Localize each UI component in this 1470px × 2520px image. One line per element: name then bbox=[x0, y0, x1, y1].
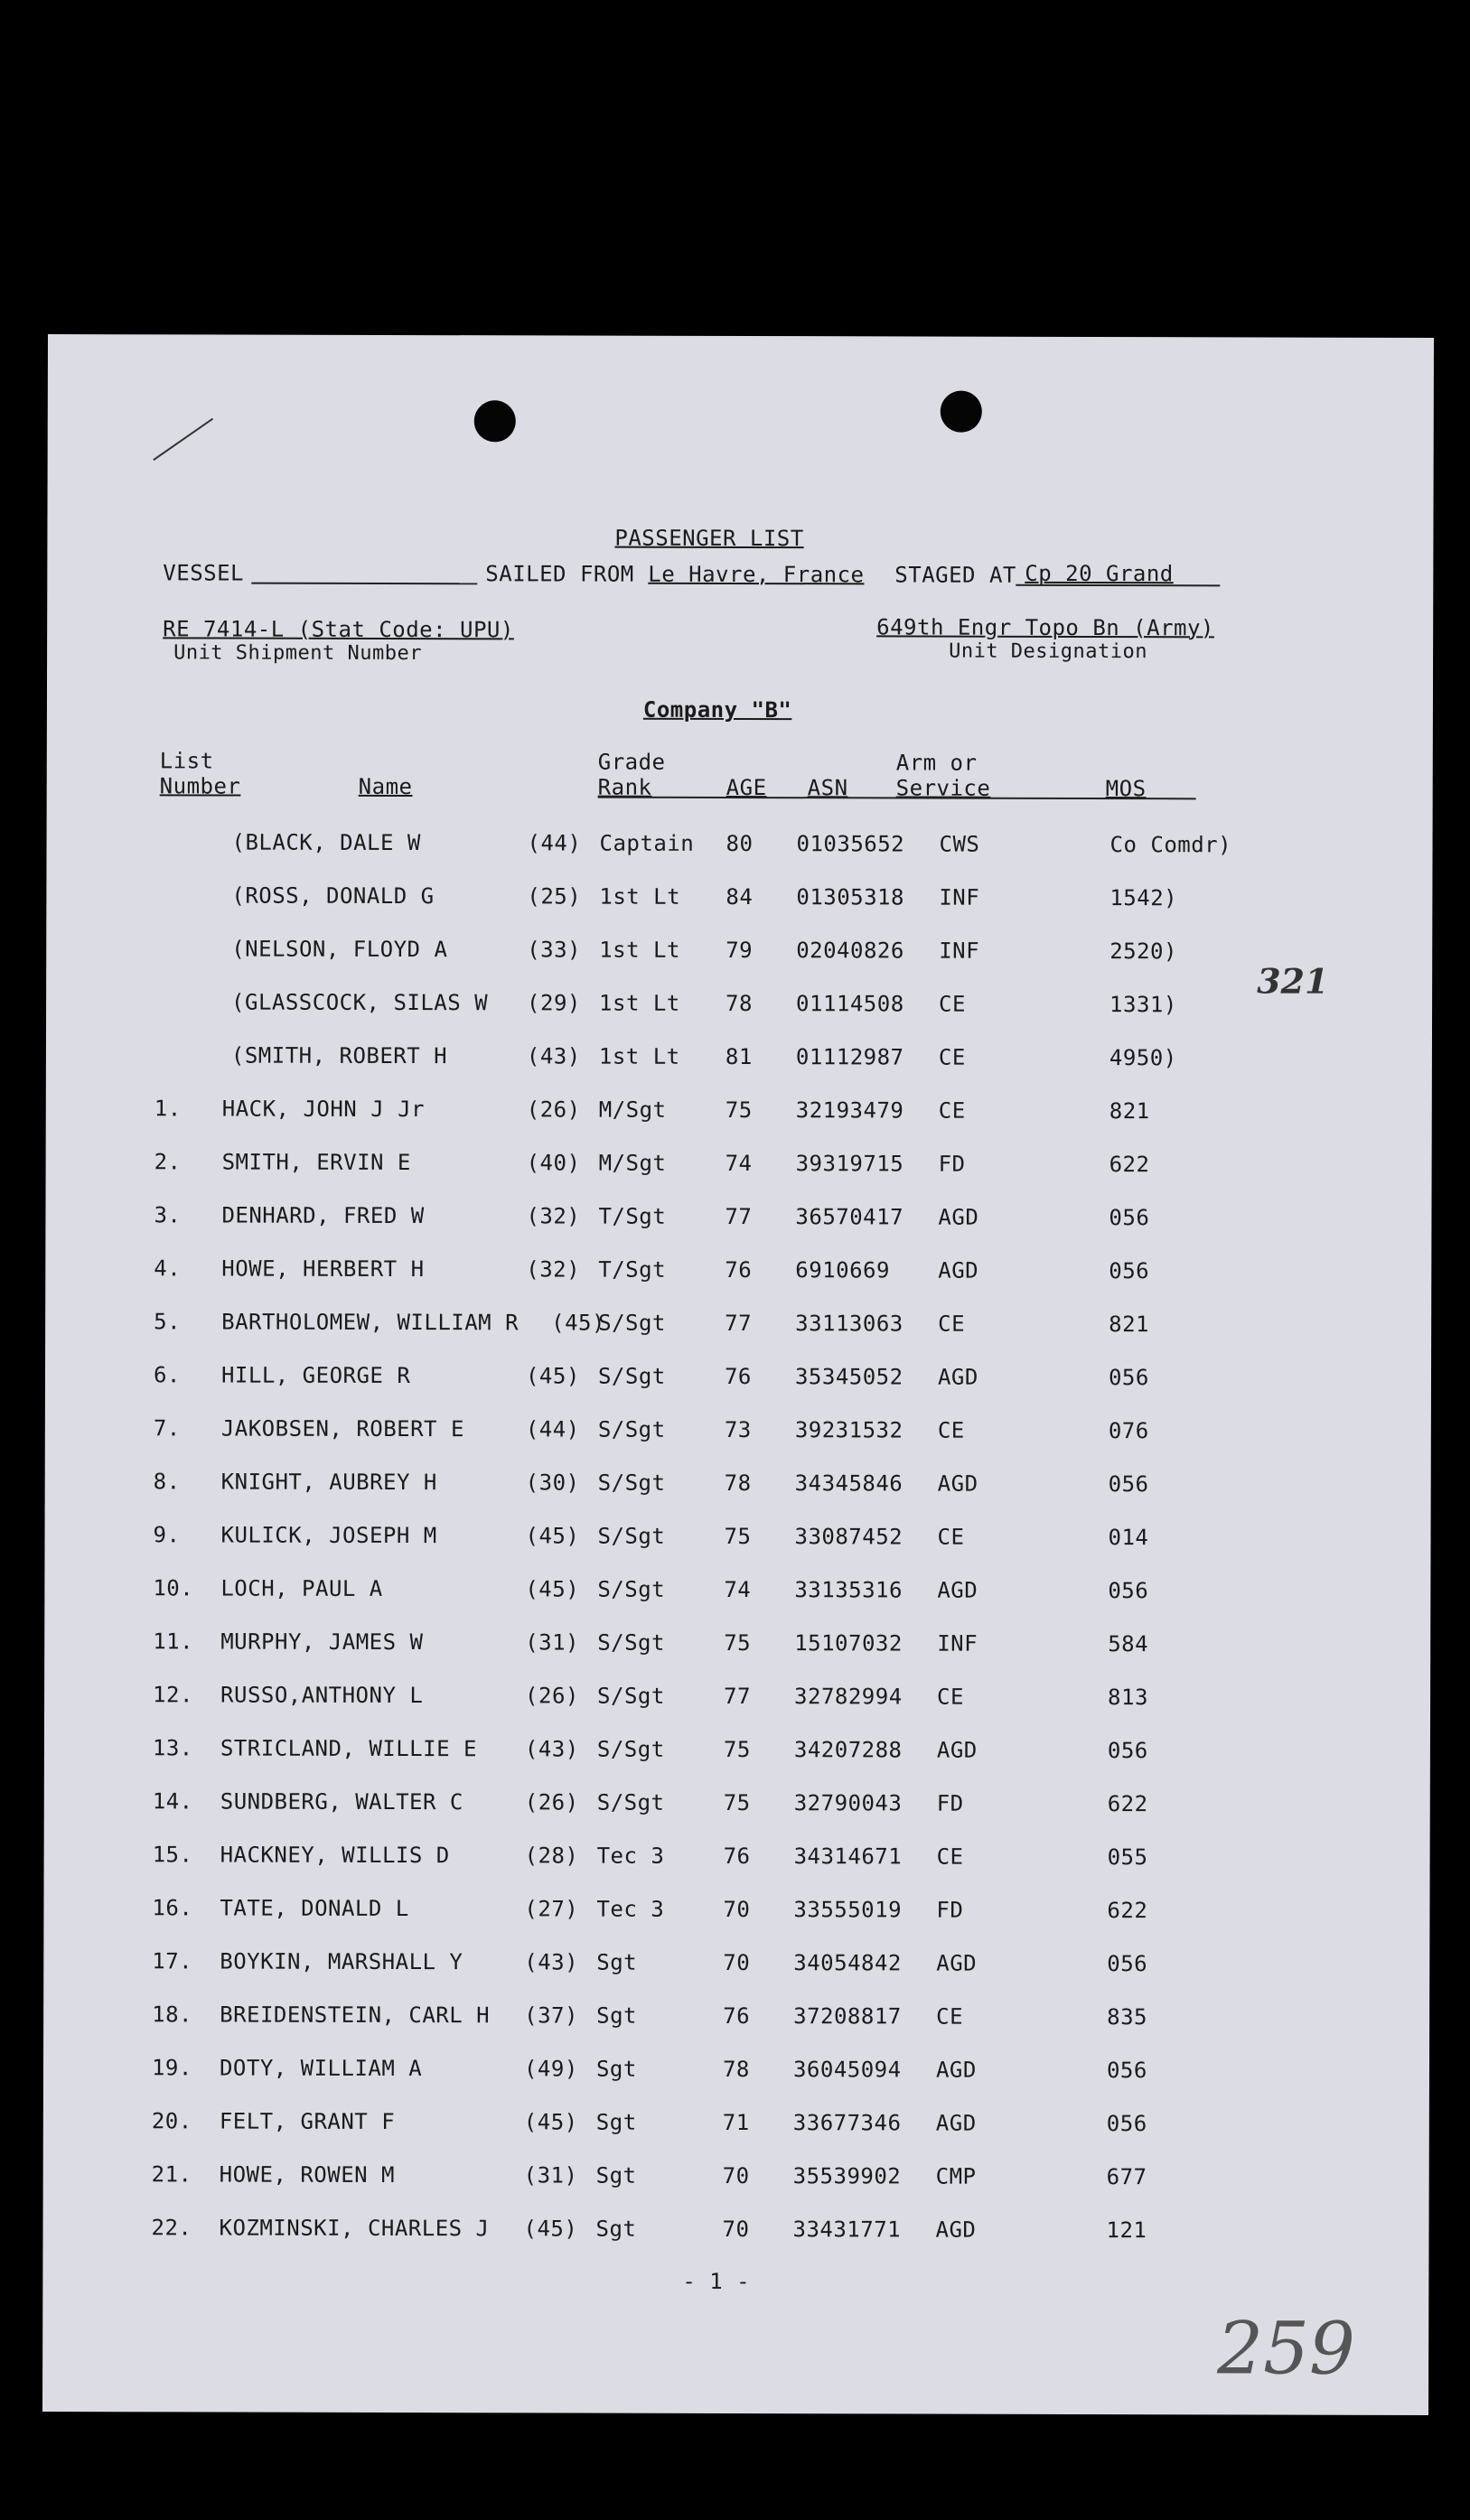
row-mos: 2520) bbox=[1110, 938, 1178, 965]
table-row bbox=[43, 2108, 1429, 2164]
row-grade-rank: 1st Lt bbox=[599, 937, 680, 963]
col-list: List bbox=[159, 748, 214, 774]
table-row bbox=[45, 1255, 1431, 1311]
row-asn: 34314671 bbox=[793, 1843, 903, 1870]
row-name: MURPHY, JAMES W bbox=[220, 1629, 424, 1656]
row-age-paren: (27) bbox=[524, 1896, 579, 1922]
row-grade-rank: Sgt bbox=[595, 2056, 637, 2082]
table-row bbox=[43, 2002, 1429, 2058]
table-row bbox=[43, 2055, 1429, 2111]
row-grade-rank: S/Sgt bbox=[597, 1523, 666, 1549]
row-list-number: 16. bbox=[152, 1895, 193, 1921]
company-heading: Company "B" bbox=[642, 696, 792, 723]
row-age: 70 bbox=[723, 1896, 751, 1923]
row-grade-rank: Sgt bbox=[595, 2162, 637, 2189]
row-list-number: 11. bbox=[153, 1629, 194, 1655]
table-row bbox=[45, 1415, 1431, 1471]
row-asn: 32782994 bbox=[794, 1684, 903, 1710]
row-asn: 34054842 bbox=[793, 1950, 902, 1976]
row-age-paren: (26) bbox=[525, 1683, 579, 1709]
row-age-paren: (44) bbox=[525, 1416, 580, 1442]
table-row bbox=[43, 1948, 1429, 2004]
row-grade-rank: S/Sgt bbox=[597, 1470, 666, 1496]
row-asn: 01114508 bbox=[796, 991, 904, 1017]
row-mos: 056 bbox=[1108, 1471, 1149, 1498]
row-grade-rank: Sgt bbox=[596, 2002, 638, 2029]
row-name: HOWE, HERBERT H bbox=[221, 1255, 425, 1283]
row-age-paren: (28) bbox=[524, 1843, 579, 1869]
row-age-paren: (45) bbox=[523, 2216, 578, 2242]
row-asn: 32193479 bbox=[795, 1097, 904, 1124]
col-mos: MOS bbox=[1105, 776, 1147, 802]
row-age: 78 bbox=[724, 1470, 752, 1497]
table-row bbox=[46, 1042, 1432, 1098]
handwritten-number: 259 bbox=[1217, 2306, 1356, 2391]
row-name: (BLACK, DALE W bbox=[231, 829, 421, 856]
row-arm-service: AGD bbox=[937, 1364, 978, 1390]
row-grade-rank: Sgt bbox=[596, 1949, 638, 1975]
pencil-mark bbox=[153, 418, 213, 461]
row-grade-rank: S/Sgt bbox=[597, 1363, 666, 1389]
row-list-number: 9. bbox=[153, 1522, 181, 1548]
table-row bbox=[45, 1309, 1431, 1365]
table-row bbox=[42, 2215, 1428, 2271]
row-age: 76 bbox=[723, 2002, 751, 2030]
row-name: TATE, DONALD L bbox=[220, 1895, 409, 1922]
col-arm: Arm or bbox=[895, 750, 978, 776]
row-mos: 055 bbox=[1107, 1844, 1148, 1871]
col-name: Name bbox=[358, 773, 413, 800]
row-age-paren: (43) bbox=[524, 1949, 579, 1975]
row-name: BREIDENSTEIN, CARL H bbox=[220, 2002, 491, 2029]
row-list-number: 15. bbox=[152, 1842, 193, 1868]
row-name: KULICK, JOSEPH M bbox=[220, 1522, 437, 1549]
row-list-number: 2. bbox=[154, 1149, 182, 1175]
row-mos: 014 bbox=[1108, 1525, 1149, 1551]
row-age-paren: (32) bbox=[526, 1203, 581, 1229]
row-asn: 32790043 bbox=[793, 1790, 903, 1816]
row-grade-rank: T/Sgt bbox=[598, 1256, 667, 1283]
row-age-paren: (26) bbox=[526, 1097, 581, 1123]
row-age: 75 bbox=[723, 1736, 751, 1763]
row-age: 75 bbox=[725, 1097, 753, 1124]
row-name: BARTHOLOMEW, WILLIAM R bbox=[221, 1309, 520, 1336]
row-age: 78 bbox=[726, 990, 754, 1017]
table-row bbox=[46, 829, 1432, 885]
row-list-number: 20. bbox=[151, 2108, 192, 2134]
row-grade-rank: S/Sgt bbox=[596, 1736, 665, 1762]
document-page bbox=[42, 334, 1434, 2415]
row-list-number: 1. bbox=[154, 1096, 182, 1122]
row-mos: 584 bbox=[1108, 1631, 1149, 1657]
row-grade-rank: Tec 3 bbox=[596, 1896, 665, 1922]
row-arm-service: AGD bbox=[937, 1470, 978, 1497]
row-arm-service: CE bbox=[939, 991, 967, 1017]
row-list-number: 7. bbox=[153, 1415, 181, 1442]
row-asn: 33555019 bbox=[793, 1897, 903, 1923]
row-grade-rank: M/Sgt bbox=[598, 1097, 667, 1123]
row-mos: 056 bbox=[1109, 1205, 1150, 1231]
row-name: (SMITH, ROBERT H bbox=[230, 1042, 448, 1069]
table-row bbox=[46, 1149, 1432, 1205]
row-age: 76 bbox=[724, 1363, 752, 1390]
row-age-paren: (45) bbox=[525, 1523, 580, 1549]
row-name: (NELSON, FLOYD A bbox=[231, 936, 448, 963]
row-age: 84 bbox=[726, 883, 754, 910]
row-asn: 33431771 bbox=[792, 2217, 902, 2243]
row-list-number: 10. bbox=[153, 1575, 194, 1601]
row-mos: 622 bbox=[1107, 1898, 1148, 1924]
punch-hole-right bbox=[941, 391, 982, 433]
row-mos: 821 bbox=[1109, 1098, 1150, 1125]
row-age-paren: (44) bbox=[527, 830, 582, 856]
row-grade-rank: S/Sgt bbox=[597, 1629, 666, 1656]
row-age: 75 bbox=[724, 1629, 752, 1657]
table-row bbox=[45, 1362, 1431, 1418]
row-name: STRICLAND, WILLIE E bbox=[220, 1735, 477, 1762]
row-asn: 37208817 bbox=[793, 2003, 902, 2030]
table-row bbox=[44, 1735, 1430, 1791]
staged-at-value: Cp 20 Grand bbox=[1025, 560, 1174, 587]
row-list-number: 3. bbox=[154, 1202, 182, 1228]
row-arm-service: CMP bbox=[935, 2163, 977, 2189]
row-mos: 056 bbox=[1108, 1578, 1149, 1604]
row-age: 75 bbox=[723, 1789, 751, 1816]
row-age-paren: (31) bbox=[525, 1629, 580, 1656]
staged-at-label: STAGED AT bbox=[894, 562, 1016, 588]
row-name: HACK, JOHN J Jr bbox=[221, 1096, 426, 1123]
row-age: 70 bbox=[722, 2216, 750, 2243]
row-name: FELT, GRANT F bbox=[219, 2108, 396, 2135]
row-mos: 076 bbox=[1108, 1418, 1149, 1444]
row-arm-service: CE bbox=[937, 1684, 965, 1710]
row-arm-service: CE bbox=[938, 1044, 966, 1070]
row-name: DENHARD, FRED W bbox=[221, 1202, 425, 1229]
row-name: HOWE, ROWEN M bbox=[219, 2161, 396, 2189]
row-age-paren: (45) bbox=[523, 2109, 578, 2135]
document-title: PASSENGER LIST bbox=[614, 525, 804, 552]
stamped-number: 321 bbox=[1257, 960, 1329, 1002]
row-grade-rank: 1st Lt bbox=[598, 1043, 680, 1069]
row-arm-service: AGD bbox=[936, 1950, 978, 1976]
sailed-from-value: Le Havre, France bbox=[648, 561, 865, 588]
row-grade-rank: Sgt bbox=[595, 2109, 637, 2135]
row-name: KNIGHT, AUBREY H bbox=[220, 1469, 437, 1496]
row-age: 80 bbox=[726, 830, 754, 857]
row-age-paren: (37) bbox=[524, 2002, 578, 2029]
row-age-paren: (29) bbox=[527, 990, 581, 1016]
row-list-number: 6. bbox=[153, 1362, 181, 1388]
row-name: LOCH, PAUL A bbox=[220, 1575, 383, 1601]
row-asn: 39319715 bbox=[795, 1151, 904, 1177]
row-mos: 677 bbox=[1106, 2164, 1147, 2190]
row-list-number: 17. bbox=[152, 1948, 193, 1974]
row-mos: 622 bbox=[1107, 1791, 1148, 1817]
staged-at-line bbox=[1016, 584, 1220, 587]
row-grade-rank: M/Sgt bbox=[598, 1150, 667, 1176]
row-grade-rank: T/Sgt bbox=[598, 1203, 667, 1229]
row-age: 74 bbox=[725, 1150, 753, 1177]
row-arm-service: INF bbox=[939, 884, 980, 910]
row-name: SUNDBERG, WALTER C bbox=[220, 1788, 463, 1815]
row-asn: 02040826 bbox=[796, 938, 904, 964]
row-list-number: 12. bbox=[153, 1682, 193, 1708]
table-row bbox=[43, 2161, 1429, 2217]
table-row bbox=[44, 1522, 1430, 1578]
row-name: SMITH, ERVIN E bbox=[221, 1149, 411, 1176]
row-age-paren: (45) bbox=[525, 1576, 580, 1602]
row-age: 77 bbox=[725, 1310, 753, 1337]
row-mos: 056 bbox=[1109, 1258, 1150, 1284]
row-list-number: 19. bbox=[151, 2055, 192, 2081]
row-age: 78 bbox=[722, 2056, 750, 2083]
row-name: HACKNEY, WILLIS D bbox=[220, 1842, 450, 1869]
row-mos: 4950) bbox=[1109, 1045, 1177, 1071]
row-list-number: 13. bbox=[152, 1735, 193, 1761]
row-age-paren: (43) bbox=[526, 1043, 581, 1069]
row-asn: 34345846 bbox=[794, 1470, 904, 1497]
row-age: 77 bbox=[725, 1203, 753, 1230]
row-age: 74 bbox=[724, 1576, 752, 1603]
row-grade-rank: S/Sgt bbox=[597, 1683, 665, 1709]
row-grade-rank: Tec 3 bbox=[596, 1843, 665, 1869]
row-arm-service: AGD bbox=[936, 1737, 978, 1763]
row-asn: 35345052 bbox=[794, 1364, 904, 1390]
punch-hole-left bbox=[474, 400, 516, 442]
col-rank: Rank bbox=[597, 774, 652, 800]
row-asn: 36570417 bbox=[795, 1204, 904, 1230]
row-mos: 056 bbox=[1107, 1738, 1148, 1764]
row-asn: 15107032 bbox=[794, 1630, 903, 1657]
row-age: 70 bbox=[722, 2162, 750, 2189]
table-row bbox=[44, 1682, 1430, 1738]
row-mos: 056 bbox=[1107, 1951, 1148, 1977]
row-name: JAKOBSEN, ROBERT E bbox=[220, 1415, 464, 1442]
row-arm-service: AGD bbox=[938, 1204, 979, 1230]
table-row bbox=[45, 1202, 1431, 1258]
row-age: 73 bbox=[724, 1416, 752, 1443]
row-asn: 01035652 bbox=[796, 831, 905, 857]
row-asn: 35539902 bbox=[792, 2163, 902, 2189]
row-age-paren: (32) bbox=[526, 1256, 581, 1283]
row-asn: 36045094 bbox=[792, 2057, 902, 2083]
row-list-number: 14. bbox=[152, 1788, 193, 1815]
row-list-number: 5. bbox=[154, 1309, 182, 1335]
row-asn: 33113063 bbox=[795, 1311, 904, 1337]
row-arm-service: CE bbox=[937, 1417, 965, 1443]
row-mos: 056 bbox=[1106, 2058, 1147, 2084]
row-grade-rank: S/Sgt bbox=[598, 1310, 666, 1336]
row-age: 70 bbox=[723, 1949, 751, 1976]
row-grade-rank: Sgt bbox=[595, 2216, 637, 2242]
row-arm-service: CE bbox=[936, 1843, 964, 1870]
unit-designation: 649th Engr Topo Bn (Army) bbox=[876, 614, 1214, 641]
table-row bbox=[45, 1469, 1431, 1525]
row-asn: 39231532 bbox=[794, 1417, 904, 1443]
row-mos: 813 bbox=[1108, 1685, 1148, 1711]
row-arm-service: CE bbox=[936, 2003, 964, 2030]
unit-caption: Unit Designation bbox=[949, 639, 1148, 664]
col-asn: ASN bbox=[807, 775, 848, 801]
row-mos: 1542) bbox=[1110, 885, 1178, 911]
row-age-paren: (45) bbox=[525, 1363, 580, 1389]
row-age-paren: (45) bbox=[551, 1310, 605, 1336]
row-mos: 835 bbox=[1107, 2004, 1148, 2030]
row-arm-service: AGD bbox=[937, 1577, 978, 1603]
row-arm-service: AGD bbox=[935, 2217, 977, 2243]
row-arm-service: FD bbox=[938, 1151, 966, 1177]
row-mos: 056 bbox=[1106, 2111, 1147, 2137]
shipment-caption: Unit Shipment Number bbox=[173, 641, 423, 666]
row-grade-rank: Captain bbox=[599, 830, 695, 856]
col-service: Service bbox=[895, 775, 991, 801]
row-age: 71 bbox=[722, 2109, 750, 2136]
row-arm-service: INF bbox=[939, 938, 980, 964]
row-age: 79 bbox=[726, 937, 754, 964]
row-arm-service: FD bbox=[936, 1790, 964, 1816]
row-list-number: 21. bbox=[151, 2161, 192, 2188]
row-asn: 34207288 bbox=[793, 1737, 903, 1763]
row-name: BOYKIN, MARSHALL Y bbox=[220, 1948, 463, 1975]
row-name: HILL, GEORGE R bbox=[220, 1362, 411, 1389]
row-grade-rank: 1st Lt bbox=[599, 990, 680, 1016]
row-grade-rank: 1st Lt bbox=[599, 883, 681, 910]
row-age: 76 bbox=[725, 1256, 753, 1283]
row-mos: 821 bbox=[1109, 1311, 1150, 1338]
table-row bbox=[43, 1842, 1429, 1898]
row-asn: 33677346 bbox=[792, 2110, 902, 2136]
row-mos: Co Comdr) bbox=[1110, 832, 1232, 858]
row-arm-service: AGD bbox=[935, 2110, 977, 2136]
row-age-paren: (26) bbox=[524, 1789, 579, 1815]
row-name: (ROSS, DONALD G bbox=[231, 882, 435, 910]
row-age-paren: (31) bbox=[523, 2162, 578, 2189]
page-number: - 1 - bbox=[682, 2268, 751, 2295]
vessel-blank bbox=[251, 583, 477, 585]
table-row bbox=[44, 1575, 1430, 1631]
row-name: DOTY, WILLIAM A bbox=[219, 2055, 423, 2082]
row-arm-service: AGD bbox=[935, 2057, 977, 2083]
row-arm-service: AGD bbox=[938, 1257, 979, 1283]
row-age-paren: (33) bbox=[527, 937, 582, 963]
row-asn: 6910669 bbox=[795, 1257, 890, 1283]
table-row bbox=[44, 1629, 1430, 1685]
row-mos: 622 bbox=[1109, 1152, 1150, 1178]
row-arm-service: INF bbox=[937, 1630, 978, 1657]
row-asn: 01112987 bbox=[795, 1044, 904, 1070]
row-arm-service: CE bbox=[938, 1097, 966, 1124]
row-arm-service: CWS bbox=[939, 831, 980, 857]
row-age-paren: (25) bbox=[527, 883, 582, 910]
col-age: AGE bbox=[726, 774, 767, 801]
row-age-paren: (30) bbox=[525, 1470, 580, 1496]
vessel-label: VESSEL bbox=[163, 560, 245, 586]
row-asn: 33087452 bbox=[794, 1524, 904, 1550]
row-arm-service: CE bbox=[938, 1311, 966, 1337]
row-age-paren: (49) bbox=[523, 2056, 578, 2082]
row-age-paren: (40) bbox=[526, 1150, 581, 1176]
row-mos: 1331) bbox=[1110, 992, 1177, 1018]
row-age: 76 bbox=[723, 1843, 751, 1870]
col-number: Number bbox=[159, 773, 241, 799]
row-grade-rank: S/Sgt bbox=[597, 1576, 666, 1602]
row-age: 75 bbox=[724, 1523, 752, 1550]
row-age-paren: (43) bbox=[524, 1736, 579, 1762]
table-row bbox=[46, 882, 1432, 938]
row-age: 77 bbox=[724, 1683, 752, 1710]
row-list-number: 8. bbox=[153, 1469, 181, 1495]
shipment-number: RE 7414-L (Stat Code: UPU) bbox=[163, 616, 514, 643]
row-grade-rank: S/Sgt bbox=[596, 1789, 665, 1815]
table-row bbox=[46, 989, 1432, 1045]
row-asn: 01305318 bbox=[796, 884, 905, 910]
table-row bbox=[46, 936, 1432, 992]
row-name: (GLASSCOCK, SILAS W bbox=[231, 989, 489, 1016]
row-name: RUSSO,ANTHONY L bbox=[220, 1682, 424, 1709]
row-list-number: 18. bbox=[152, 2002, 193, 2028]
row-list-number: 22. bbox=[151, 2215, 192, 2241]
table-row bbox=[46, 1096, 1432, 1152]
table-row bbox=[44, 1788, 1430, 1844]
row-name: KOZMINSKI, CHARLES J bbox=[219, 2215, 490, 2242]
row-asn: 33135316 bbox=[794, 1577, 904, 1603]
row-age: 81 bbox=[725, 1043, 753, 1070]
row-list-number: 4. bbox=[154, 1255, 182, 1282]
row-mos: 056 bbox=[1108, 1365, 1149, 1391]
row-mos: 121 bbox=[1106, 2217, 1147, 2244]
row-arm-service: FD bbox=[936, 1897, 964, 1923]
table-row bbox=[43, 1895, 1429, 1951]
row-grade-rank: S/Sgt bbox=[597, 1416, 666, 1442]
row-arm-service: CE bbox=[937, 1524, 965, 1550]
sailed-from-label: SAILED FROM bbox=[485, 561, 634, 587]
col-grade: Grade bbox=[597, 749, 666, 775]
